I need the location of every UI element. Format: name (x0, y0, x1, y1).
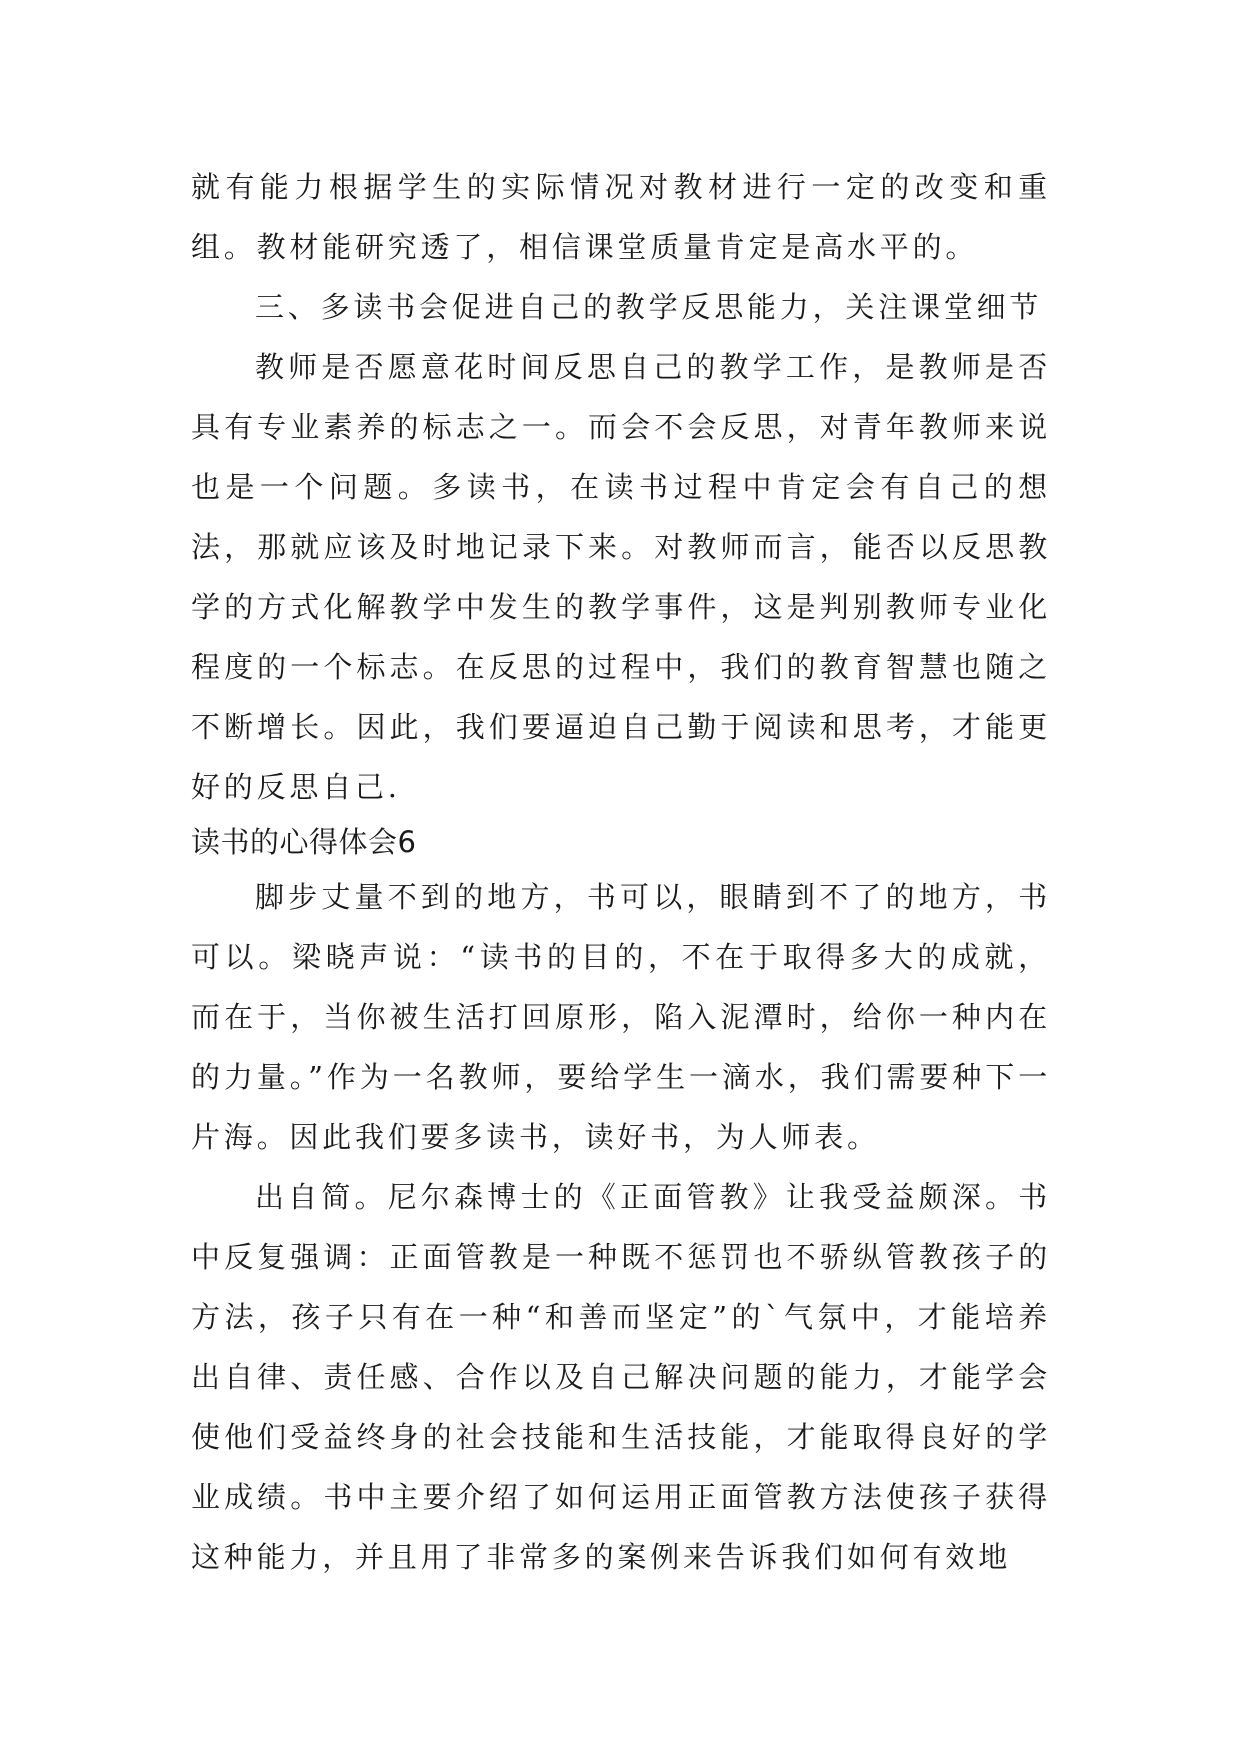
section-title-three: 三、多读书会促进自己的教学反思能力，关注课堂细节 (255, 290, 1043, 324)
paragraph-reading-power: 脚步丈量不到的地方，书可以，眼睛到不了的地方，书可以。梁晓声说：“读书的目的，不在于取得多大的成就，而在于，当你被生活打回原形，陷入泥潭时，给你一种内在的力量。”作为一名教师，要给学生一滴水，我们需要种下一片海。因此我们要多读书，读好书，为人师表。 (191, 880, 1051, 1154)
paragraph-positive-discipline: 出自简。尼尔森博士的《正面管教》让我受益颇深。书中反复强调：正面管教是一种既不惩罚也不骄纵管教孩子的方法，孩子只有在一种“和善而坚定”的`气氛中，才能培养出自律、责任感、合作以及自己解决问题的能力，才能学会使他们受益终身的社会技能和生活技能，才能取得良好的学业成绩。书中主要介绍了如何运用正面管教方法使孩子获得这种能力，并且用了非常多的案例来告诉我们如何有效地 (191, 1180, 1051, 1574)
paragraph-continuation: 就有能力根据学生的实际情况对教材进行一定的改变和重组。教材能研究透了，相信课堂质量肯定是高水平的。 (191, 170, 1051, 264)
document-body (191, 157, 1051, 1587)
paragraph-reflection: 教师是否愿意花时间反思自己的教学工作，是教师是否具有专业素养的标志之一。而会不会反思，对青年教师来说也是一个问题。多读书，在读书过程中肯定会有自己的想法，那就应该及时地记录下来。对教师而言，能否以反思教学的方式化解教学中发生的教学事件，这是判别教师专业化程度的一个标志。在反思的过程中，我们的教育智慧也随之不断增长。因此，我们要逼迫自己勤于阅读和思考，才能更好的反思自己. (191, 350, 1051, 804)
article-heading: 读书的心得体会6 (191, 825, 417, 859)
